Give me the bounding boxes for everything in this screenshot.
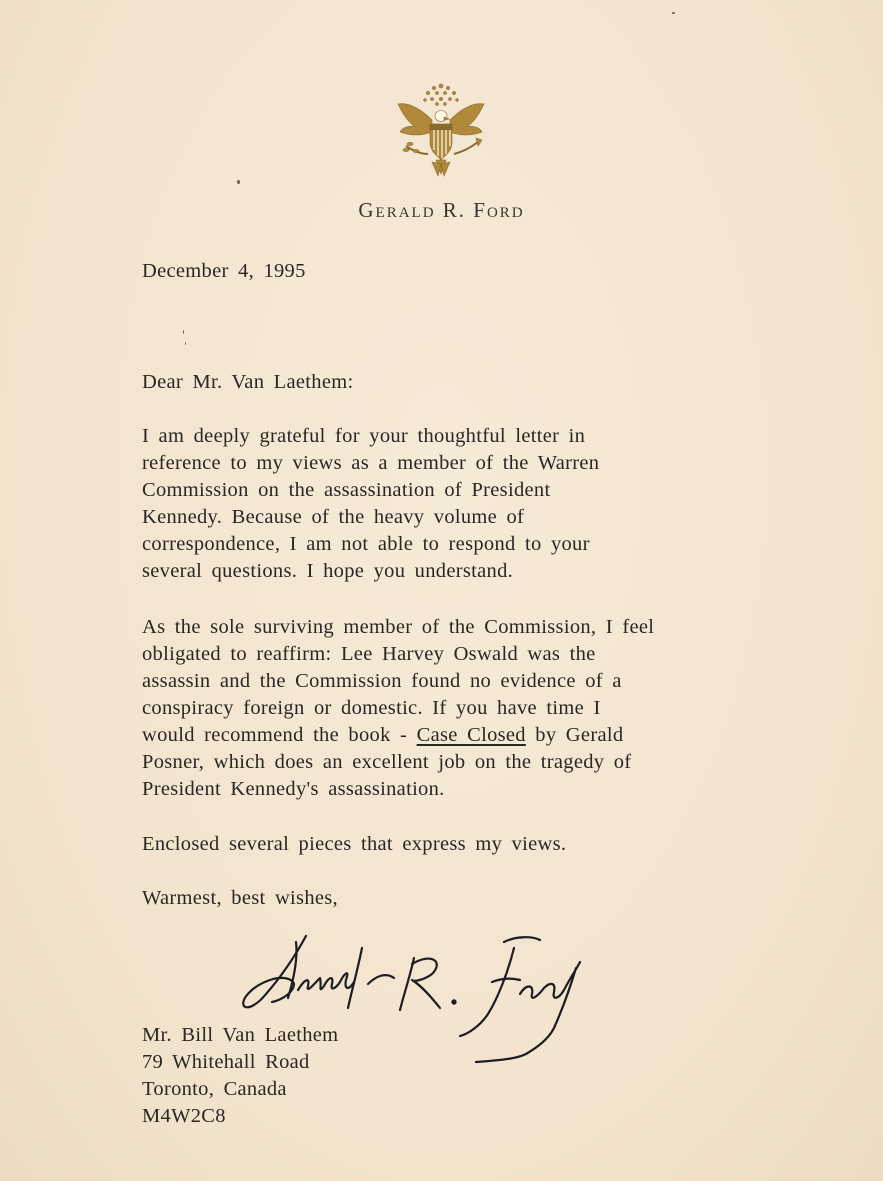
paragraph-line: obligated to reaffirm: Lee Harvey Oswald was the bbox=[142, 643, 596, 665]
paper-speck bbox=[183, 330, 184, 334]
recipient-line: Toronto, Canada bbox=[142, 1078, 287, 1100]
paragraph-line: Kennedy. Because of the heavy volume of bbox=[142, 506, 525, 528]
recipient-line: 79 Whitehall Road bbox=[142, 1051, 310, 1073]
paragraph-line: As the sole surviving member of the Commission, I feel bbox=[142, 616, 655, 638]
star-cluster bbox=[424, 84, 459, 105]
paragraph-line: correspondence, I am not able to respond to your bbox=[142, 533, 590, 555]
book-title: Case Closed bbox=[416, 724, 526, 746]
paragraph-line: reference to my views as a member of the Warren bbox=[142, 452, 600, 474]
paper-speck bbox=[672, 12, 675, 14]
paper-speck bbox=[237, 180, 240, 184]
handwritten-signature bbox=[236, 928, 596, 1068]
paragraph-line: assassin and the Commission found no evidence of a bbox=[142, 670, 622, 692]
paragraph-line-book bbox=[142, 722, 623, 749]
paragraph-line: Posner, which does an excellent job on the tragedy of bbox=[142, 751, 632, 773]
book-line-after: by Gerald bbox=[525, 724, 624, 746]
paper-speck bbox=[185, 342, 186, 345]
paragraph-line: Commission on the assassination of President bbox=[142, 479, 551, 501]
paragraph-3: Enclosed several pieces that express my views. bbox=[142, 833, 567, 855]
closing: Warmest, best wishes, bbox=[142, 887, 338, 909]
paragraph-line: conspiracy foreign or domestic. If you have time I bbox=[142, 697, 601, 719]
book-line-before: would recommend the book - bbox=[142, 724, 417, 746]
presidential-seal-icon bbox=[392, 80, 490, 182]
paragraph-line: President Kennedy's assassination. bbox=[142, 778, 445, 800]
recipient-line: Mr. Bill Van Laethem bbox=[142, 1024, 339, 1046]
recipient-line: M4W2C8 bbox=[142, 1105, 226, 1127]
paragraph-line: I am deeply grateful for your thoughtful letter in bbox=[142, 425, 586, 447]
letterhead-name: Gerald R. Ford bbox=[358, 198, 525, 222]
paragraph-line: several questions. I hope you understand. bbox=[142, 560, 514, 582]
letter-date: December 4, 1995 bbox=[142, 260, 306, 282]
salutation: Dear Mr. Van Laethem: bbox=[142, 371, 354, 393]
